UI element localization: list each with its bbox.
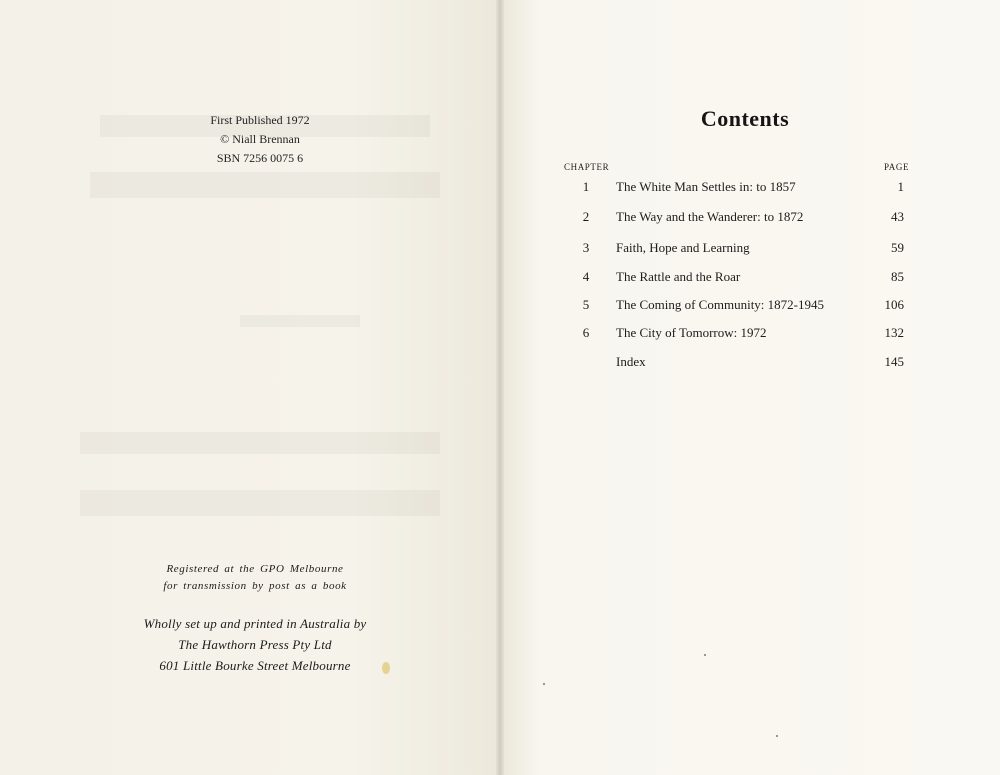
registration-line: for transmission by post as a book [163, 580, 347, 592]
registration-line: Registered at the GPO Melbourne [166, 563, 344, 575]
toc-row-5 [560, 295, 910, 315]
stain-mark [382, 662, 390, 674]
page-column-header: PAGE [884, 162, 910, 172]
chapter-number: 1 [582, 179, 590, 194]
chapter-number: 3 [582, 240, 590, 255]
show-through-mark [90, 172, 440, 198]
page-number: 145 [884, 354, 904, 369]
paper-speck [704, 654, 706, 656]
toc-row-4 [560, 267, 910, 287]
first-published-line: First Published 1972 [210, 113, 310, 127]
chapter-title: Index [616, 354, 646, 369]
chapter-title: The City of Tomorrow: 1972 [616, 325, 767, 340]
toc-row-3 [560, 238, 910, 258]
toc-row-index [560, 352, 910, 372]
imprint-block [160, 111, 360, 168]
page-number: 106 [884, 297, 904, 312]
page-number: 1 [897, 179, 904, 194]
toc-row-1 [560, 177, 910, 197]
chapter-title: The White Man Settles in: to 1857 [616, 179, 796, 194]
copyright-line: © Niall Brennan [220, 132, 300, 146]
paper-speck [543, 683, 545, 685]
chapter-title: The Coming of Community: 1872-1945 [616, 297, 824, 312]
chapter-number: 5 [582, 297, 590, 312]
chapter-number: 2 [582, 209, 590, 224]
printer-line: The Hawthorn Press Pty Ltd [178, 637, 332, 652]
chapter-number: 6 [582, 325, 590, 340]
sbn-line: SBN 7256 0075 6 [216, 151, 304, 165]
contents-title: Contents [700, 106, 790, 131]
page-number: 132 [884, 325, 904, 340]
chapter-column-header: CHAPTER [564, 162, 610, 172]
printer-line: Wholly set up and printed in Australia by [143, 616, 367, 631]
book-gutter [496, 0, 504, 775]
chapter-title: Faith, Hope and Learning [616, 240, 750, 255]
registration-note [130, 561, 380, 595]
chapter-number: 4 [582, 269, 590, 284]
show-through-mark [80, 490, 440, 516]
printer-line: 601 Little Bourke Street Melbourne [159, 658, 351, 673]
printer-credit [120, 613, 390, 676]
page-number: 85 [891, 269, 904, 284]
toc-row-6 [560, 323, 910, 343]
chapter-title: The Way and the Wanderer: to 1872 [616, 209, 804, 224]
page-number: 43 [891, 209, 904, 224]
show-through-mark [240, 315, 360, 327]
toc-row-2 [560, 207, 910, 227]
page-number: 59 [891, 240, 904, 255]
chapter-title: The Rattle and the Roar [616, 269, 741, 284]
paper-speck [776, 735, 778, 737]
show-through-mark [80, 432, 440, 454]
